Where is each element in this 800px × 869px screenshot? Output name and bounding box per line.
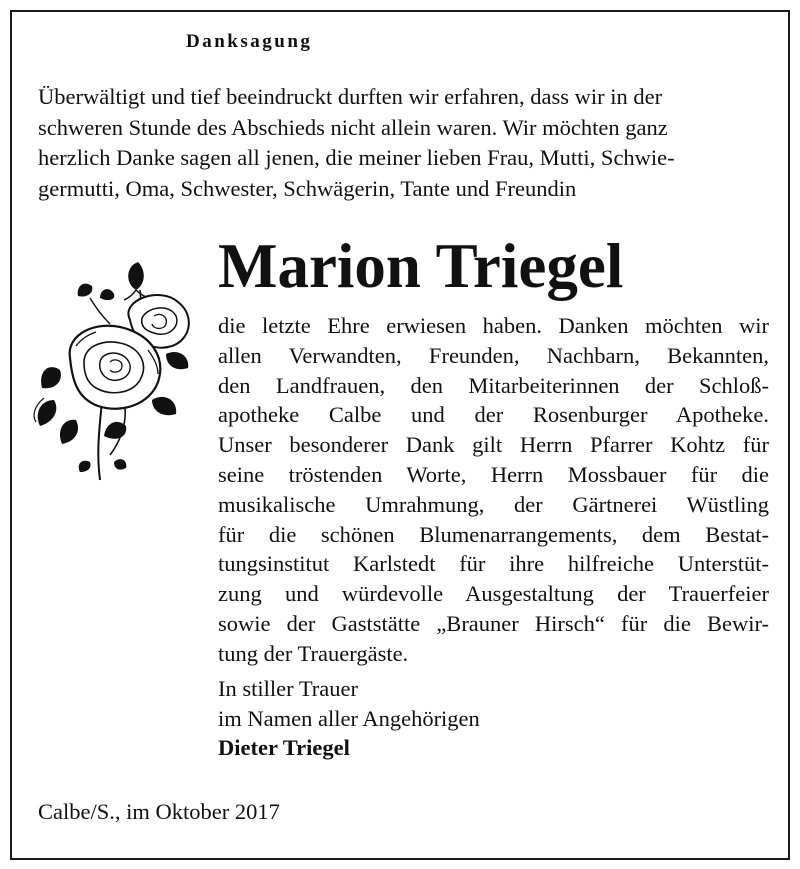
closing-block xyxy=(218,674,480,763)
body-line: für die schönen Blumenarrangements, dem Bestat- xyxy=(218,521,769,547)
closing-family: im Namen aller Angehörigen xyxy=(218,705,480,731)
body-line: allen Verwandten, Freunden, Nachbarn, Bekannten, xyxy=(218,342,769,368)
body-line: tungsinstitut Karlstedt für ihre hilfreiche Unterstüt- xyxy=(218,551,769,577)
place-date: Calbe/S., im Oktober 2017 xyxy=(38,799,280,824)
closing-phrase: In stiller Trauer xyxy=(218,676,358,701)
body-line: seine tröstenden Worte, Herrn Mossbauer für die xyxy=(218,461,769,487)
body-line: tung der Trauergäste. xyxy=(218,640,409,666)
body-line: sowie der Gaststätte „Brauner Hirsch“ für die Bewir- xyxy=(218,610,769,636)
body-line: Unser besonderer Dank gilt Herrn Pfarrer Kohtz für xyxy=(218,432,769,458)
body-line: den Landfrauen, den Mitarbeiterinnen der Schloß- xyxy=(218,372,769,398)
body-line: die letzte Ehre erwiesen haben. Danken möchten wir xyxy=(218,313,769,338)
rose-icon xyxy=(30,250,200,485)
intro-paragraph xyxy=(38,82,778,204)
signatory-name: Dieter Triegel xyxy=(218,735,350,760)
deceased-name: Marion Triegel xyxy=(218,231,624,301)
intro-line: schweren Stunde des Abschieds nicht allein waren. Wir möchten ganz xyxy=(38,114,668,140)
body-line: zung und würdevolle Ausgestaltung der Trauerfeier xyxy=(218,581,769,607)
intro-line: herzlich Danke sagen all jenen, die meiner lieben Frau, Mutti, Schwie- xyxy=(38,145,675,171)
intro-line: germutti, Oma, Schwester, Schwägerin, Tante und Freundin xyxy=(38,175,577,201)
body-paragraph xyxy=(218,311,769,669)
intro-line: Überwältigt und tief beeindruckt durften wir erfahren, dass wir in der xyxy=(38,84,663,109)
body-line: musikalische Umrahmung, der Gärtnerei Wüstling xyxy=(218,491,769,517)
body-line: apotheke Calbe und der Rosenburger Apotheke. xyxy=(218,402,769,428)
notice-heading: Danksagung xyxy=(186,31,313,52)
